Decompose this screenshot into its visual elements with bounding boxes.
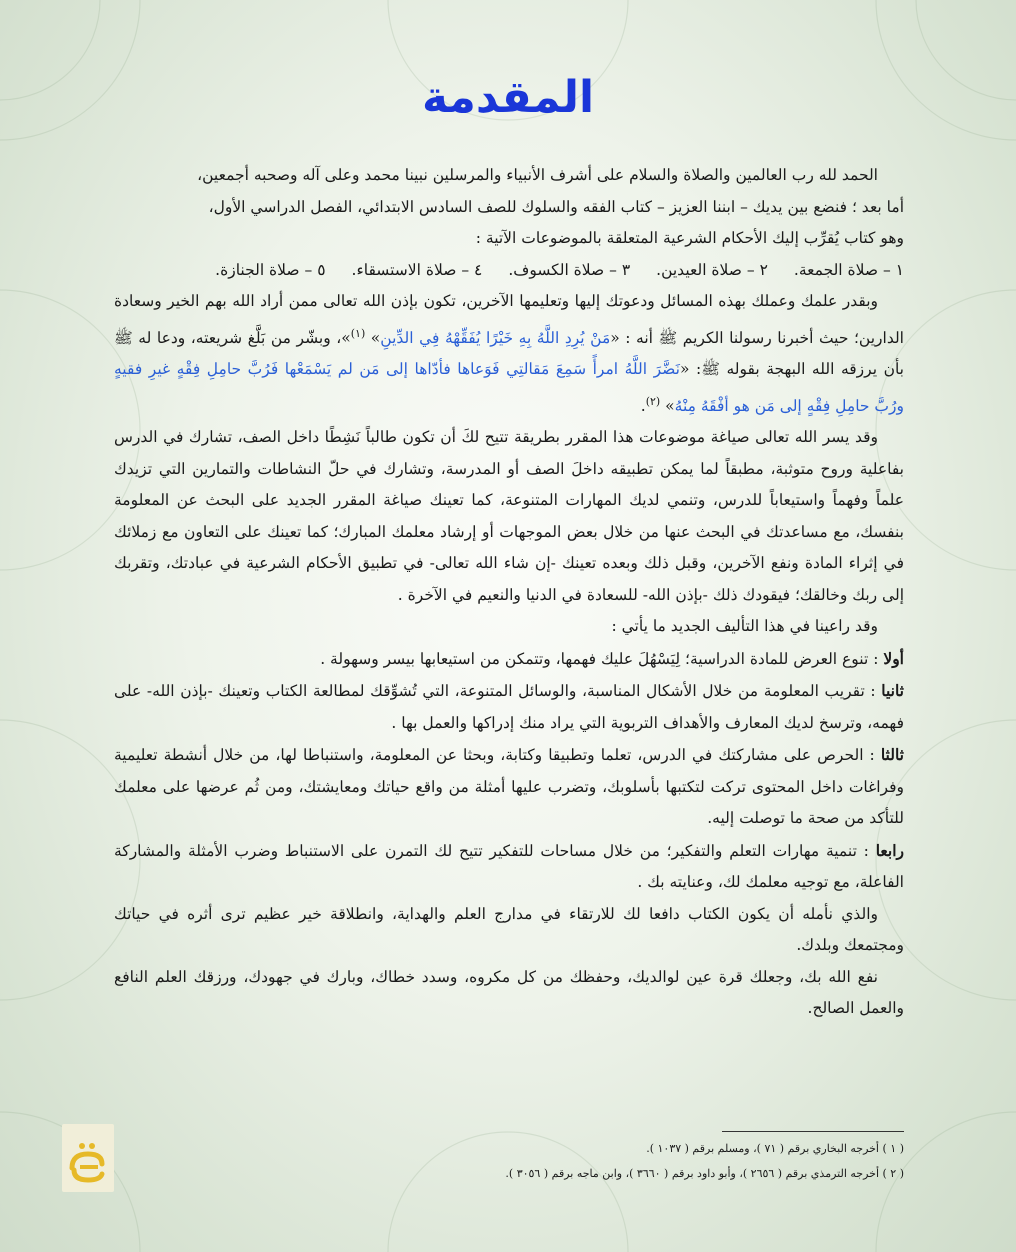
consideration-item xyxy=(114,739,904,835)
paragraph-considerations: وقد راعينا في هذا التأليف الجديد ما يأتي : xyxy=(611,617,878,636)
publisher-logo xyxy=(62,1124,114,1192)
footnotes xyxy=(114,1136,904,1186)
footnote-ref-2: (٢) xyxy=(645,394,661,408)
hadith-text-2: نَضَّرَ اللَّهُ امرأً سَمِعَ مَقالتِي فَوَعاها فأدّاها إلى مَن لم يَسْمَعْها فَرُبَّ حامِلِ فِقْهٍ غيرِ فقيهٍ ورُبَّ حامِلِ فِقْهٍ إلى مَن هو أفْقَهُ مِنْهُ xyxy=(114,360,904,415)
hadith-end: . xyxy=(640,396,646,415)
list-item: ١ – صلاة الجمعة. xyxy=(793,260,904,279)
page-title: المقدمة xyxy=(421,72,595,123)
introduction-body xyxy=(114,160,904,1025)
lesson-list xyxy=(114,255,904,287)
hadith-close-1: » xyxy=(365,328,381,347)
list-item: ٢ – صلاة العيدين. xyxy=(656,260,768,279)
footnote: ( ١ ) أخرجه البخاري برقم ( ٧١ )، ومسلم برقم ( ١٠٣٧ ). xyxy=(646,1142,904,1155)
logo-icon xyxy=(62,1124,114,1192)
hadith-close-2: » xyxy=(660,396,675,415)
list-item: ٣ – صلاة الكسوف. xyxy=(508,260,631,279)
hadith-lead: وبقدر علمك وعملك بهذه المسائل ودعوتك إليها وتعليمها الآخرين، تكون بإذن الله تعالى ممن أراد الله بهم الخير وسعادة الدارين؛ حيث أخبرنا رسولنا الكريم ﷺ أنه : « xyxy=(114,292,904,347)
item-label: رابعا xyxy=(875,840,904,860)
footnote-ref-1: (١) xyxy=(350,326,366,340)
item-label: أولا xyxy=(883,648,904,668)
consideration-item xyxy=(114,643,904,676)
footnote-divider xyxy=(722,1131,904,1132)
paragraph-hope: والذي نأمله أن يكون الكتاب دافعا لك للارتقاء في مدارج العلم والهداية، وانطلاقة خير عظيم ترى أثره في حياتك ومجتمعك وبلدك. xyxy=(114,904,904,955)
item-text: : تنمية مهارات التعلم والتفكير؛ من خلال مساحات للتفكير تتيح لك التمرن على الاستنباط وضرب الأمثلة والمشاركة الفاعلة، مع توجيه معلمك لك، وعنايته بك . xyxy=(114,841,904,892)
paragraph-topics-intro: وهو كتاب يُقرِّب إليك الأحكام الشرعية المتعلقة بالموضوعات الآتية : xyxy=(475,229,904,247)
list-item: ٥ – صلاة الجنازة. xyxy=(215,260,326,279)
consideration-item xyxy=(114,675,904,739)
footnote: ( ٢ ) أخرجه الترمذي برقم ( ٢٦٥٦ )، وأبو داود برقم ( ٣٦٦٠ )، وابن ماجه برقم ( ٣٠٥٦ ). xyxy=(505,1167,904,1180)
item-label: ثالثا xyxy=(880,745,904,765)
consideration-item xyxy=(114,835,904,899)
paragraph-intro: أما بعد ؛ فنضع بين يديك – ابننا العزيز – كتاب الفقه والسلوك للصف السادس الابتدائي، الفصل الدراسي الأول، xyxy=(208,197,904,216)
hadith-bridge: »، وبشّر من بَلَّغ شريعته، ودعا له ﷺ بأن يرزقه الله البهجة بقوله ﷺ: « xyxy=(114,328,904,379)
paragraph-praise: الحمد لله رب العالمين والصلاة والسلام على أشرف الأنبياء والمرسلين نبينا محمد وعلى آله وصحبه أجمعين، xyxy=(197,166,878,184)
item-text: : تقريب المعلومة من خلال الأشكال المناسبة، والوسائل المتنوعة، التي تُشوِّقك لمطالعة الكتاب وتعينك -بإذن الله- على فهمه، وترسخ لديك المعارف والأهداف التربوية التي يراد منك إدراكها والعمل بها . xyxy=(114,682,904,732)
item-label: ثانيا xyxy=(881,681,904,701)
item-text: : تنوع العرض للمادة الدراسية؛ لِيَسْهُلَ عليك فهمها، وتتمكن من استيعابها بيسر وسهولة . xyxy=(320,649,884,668)
paragraph-prayer: نفع الله بك، وجعلك قرة عين لوالديك، وحفظك من كل مكروه، وسدد خطاك، وبارك في جهودك، ورزقك العلم النافع والعمل الصالح. xyxy=(114,967,904,1018)
list-item: ٤ – صلاة الاستسقاء. xyxy=(351,260,483,279)
hadith-text-1: مَنْ يُرِدِ اللَّهُ بِهِ خَيْرًا يُفَقِّهْهُ فِي الدِّينِ xyxy=(380,328,611,347)
paragraph-curriculum: وقد يسر الله تعالى صياغة موضوعات هذا المقرر بطريقة تتيح لكَ أن تكون طالباً نَشِطًا داخل الصف، تشارك في الدرس بفاعلية وروح متوثبة، مطبقاً لما يمكن تطبيقه داخلَ الصف أو المدرسة، وتشارك في حلّ النشاطات والتمارين التي تزيدك علماً وفهماً واستيعاباً للدرس، وتنمي لديك المهارات المتنوعة، كما تعينك صياغة المقرر الجديد على البحث عن المعلومة بنفسك، مع مساعدتك في البحث عنها من خلال بعض الموجهات أو إرشاد معلمك المبارك؛ كما تعينك على التعاون مع زملائك في إثراء المادة ونفع الآخرين، وقبل ذلك وبعده تعينك -إن شاء الله تعالى- في تطبيق الأحكام الشرعية في عبادتك، وتقربك إلى ربك وخالقك؛ فيقودك ذلك -بإذن الله- للسعادة في الدنيا والنعيم في الآخرة . xyxy=(114,428,904,604)
paragraph-hadith xyxy=(114,286,904,422)
item-text: : الحرص على مشاركتك في الدرس، تعلما وتطبيقا وكتابة، وبحثا عن المعلومة، واستنباطا لها، من خلال أنشطة تعليمية وفراغات داخل المحتوى تركت لتكتبها بأسلوبك، وتضرب عليها أمثلة من واقع حياتك ومعايشتك، ومن ثُم عرضها على معلمك للتأكد من صحة ما توصلت إليه. xyxy=(114,746,904,828)
